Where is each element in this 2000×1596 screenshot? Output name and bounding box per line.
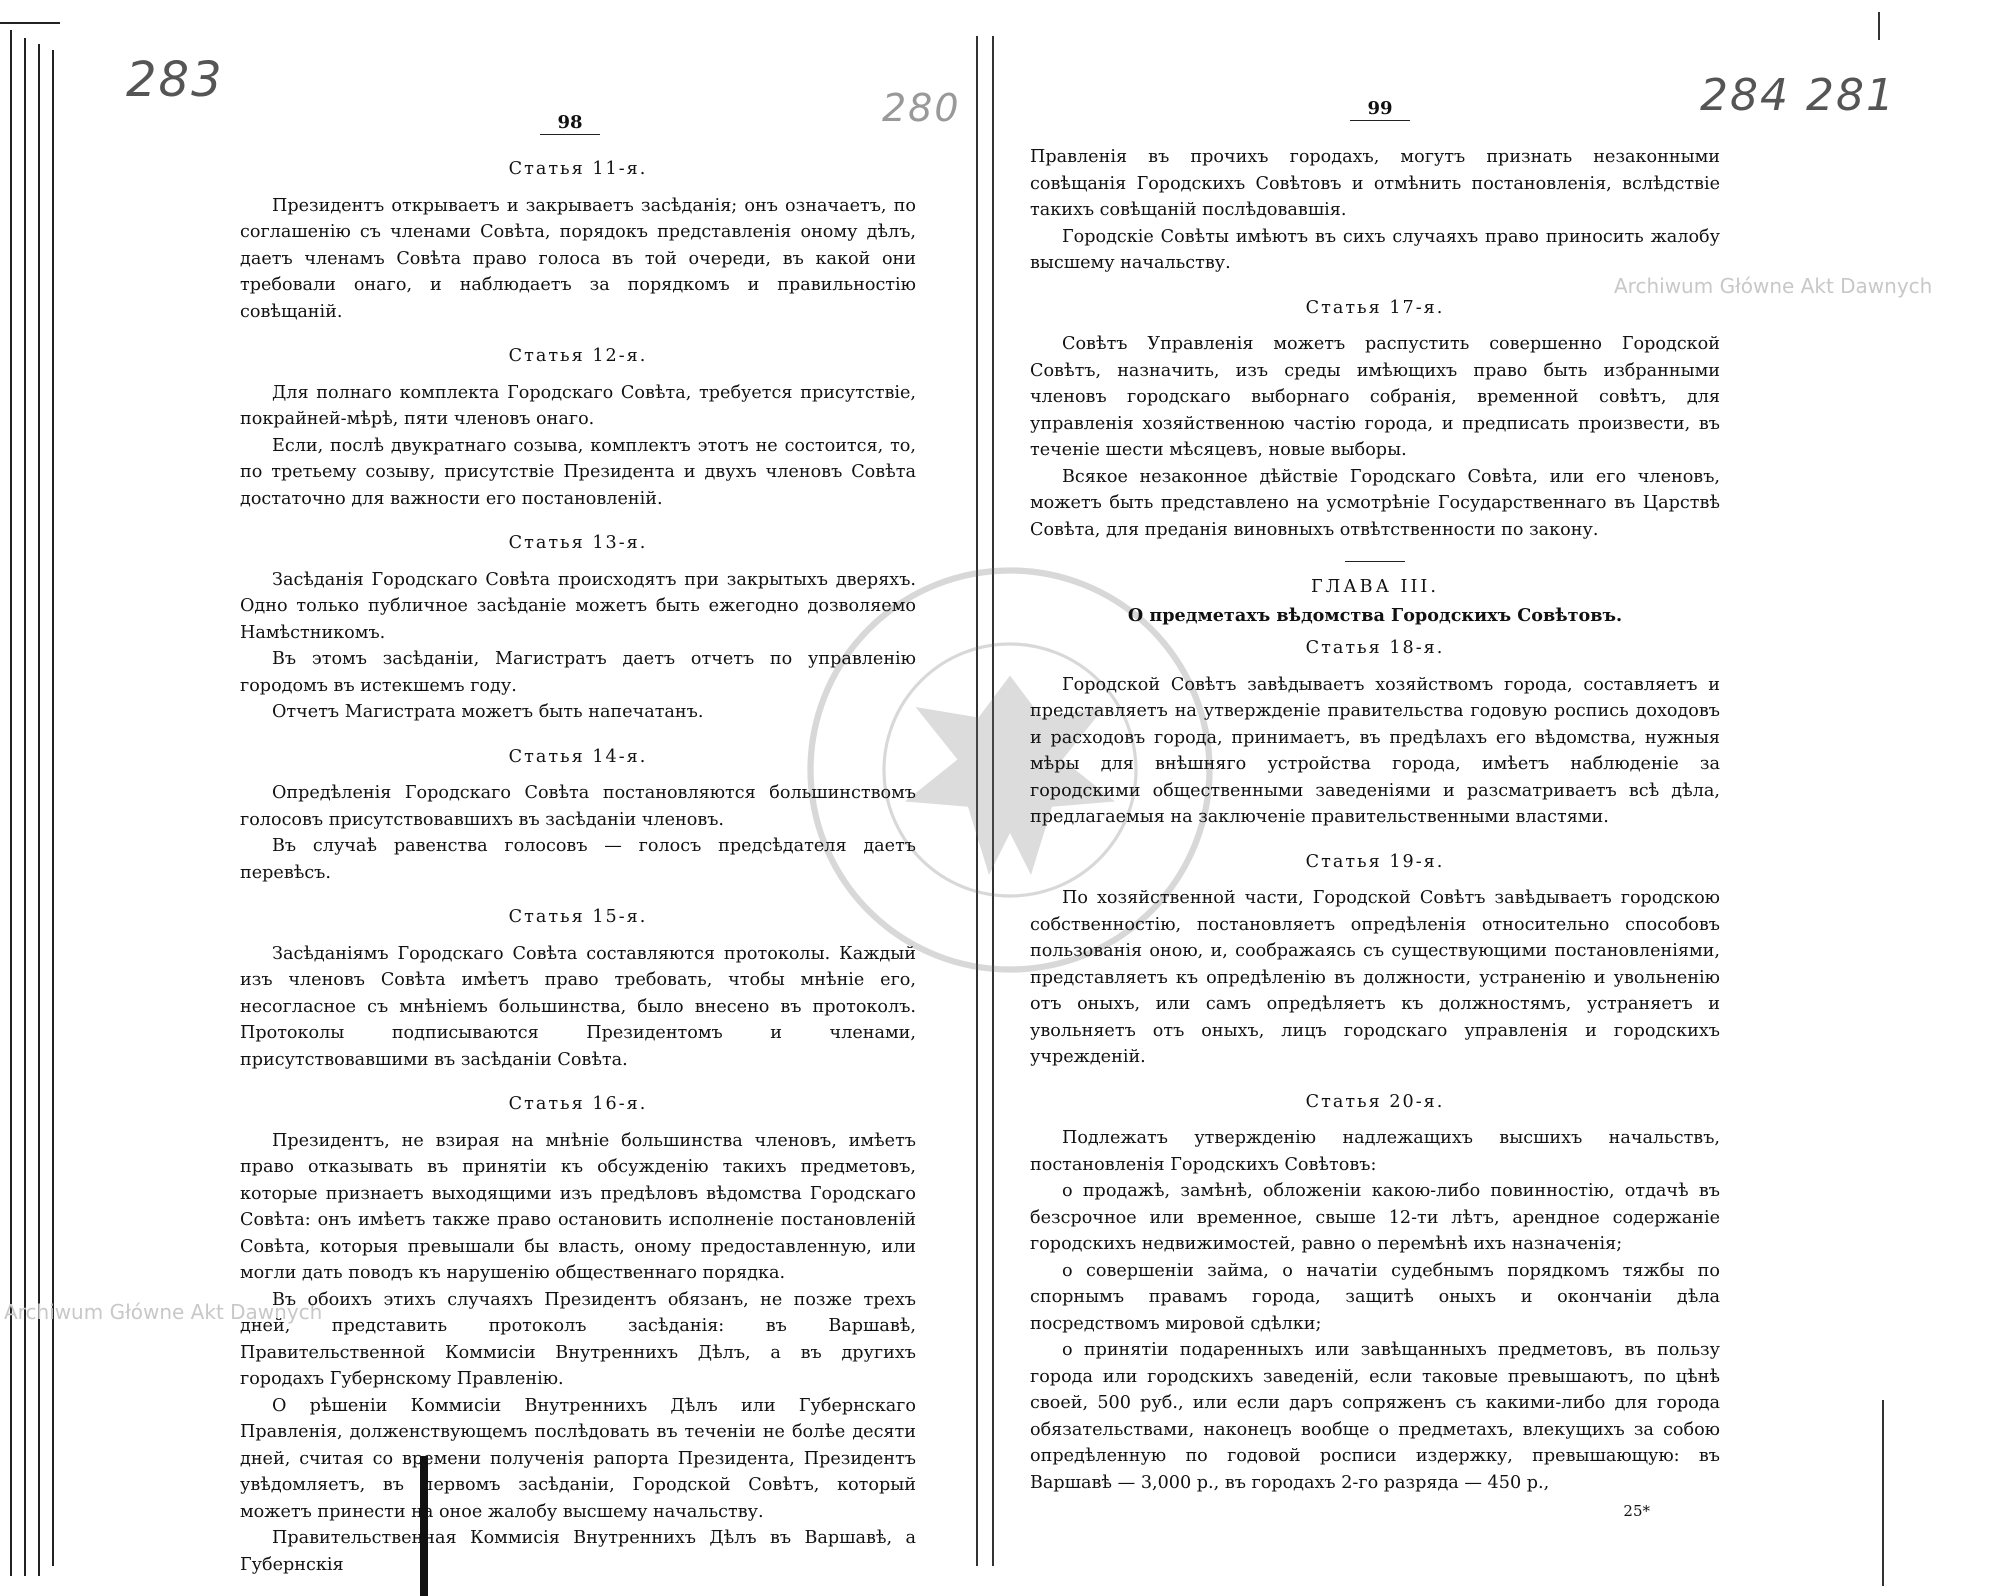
paragraph: Президентъ открываетъ и закрываетъ засѣданія; онъ означаетъ, по соглашенію съ членами Совѣта, порядокъ представленія оному дѣлъ, даетъ членамъ Совѣта право голоса въ той очереди, въ какой они требовали онаго, и наблюдаетъ за порядкомъ и правильностію совѣщаній. [240,195,916,322]
paragraph: Для полнаго комплекта Городскаго Совѣта, требуется присутствіе, покрайней-мѣрѣ, пяти членовъ онаго. [240,382,916,429]
paragraph: Всякое незаконное дѣйствіе Городскаго Совѣта, или его членовъ, можетъ быть представлено на усмотрѣніе Государственнаго въ Царствѣ Совѣта, для преданія виновныхъ отвѣтственности по закону. [1030,466,1720,540]
paragraph: Отчетъ Магистрата можетъ быть напечатанъ. [272,702,704,722]
article-heading: Статья 15-я. [508,907,648,927]
paragraph: Въ случаѣ равенства голосовъ — голосъ предсѣдателя даетъ перевѣсъ. [240,836,916,883]
article-13 [240,530,916,726]
page-number-left: 98 [557,112,583,133]
article-heading: Статья 19-я. [1305,851,1445,872]
article-heading: Статья 17-я. [1305,297,1445,318]
paragraph: Въ этомъ засѣданіи, Магистратъ даетъ отчетъ по управленію городомъ въ истекшемъ году. [240,649,916,696]
paragraph: Совѣтъ Управленія можетъ распустить совершенно Городской Совѣтъ, назначить, изъ среды имѣющихъ право быть избранными членовъ городскаго выборнаго собранія, временной совѣтъ, для управленія хозяйственною частію города, и предписать произвести, въ теченіе шести мѣсяцевъ, новые выборы. [1030,334,1720,460]
article-heading: Статья 13-я. [508,533,648,553]
paragraph: Городскіе Совѣты имѣютъ въ сихъ случаяхъ право приносить жалобу высшему начальству. [1030,226,1720,273]
page-number-rule [540,134,600,135]
page-number-rule [1350,120,1410,121]
article-heading: Статья 20-я. [1305,1091,1445,1112]
article-heading: Статья 16-я. [508,1094,648,1114]
handwritten-folio-right: 284 281 [1700,70,1896,121]
paragraph: Президентъ, не взирая на мнѣніе большинства членовъ, имѣетъ право отказывать въ принятіи къ обсужденію такихъ предметовъ, которые признаетъ выходящими изъ предѣловъ вѣдомства Городскаго Совѣта: онъ имѣетъ также право остановить исполненіе постановленій Совѣта, которыя превышали бы власть, оному предоставленную, или могли дать поводъ къ нарушенію общественнаго порядка. [240,1130,916,1283]
article-heading: Статья 12-я. [508,346,648,366]
chapter-label: ГЛАВА III. [1311,577,1439,597]
page-edge [10,30,12,1576]
paragraph: О рѣшеніи Коммисіи Внутреннихъ Дѣлъ или Губернскаго Правленія, долженствующемъ послѣдовать въ теченіи не болѣе десяти дней, считая со времени полученія рапорта Президента, Президентъ увѣдомляетъ, въ первомъ засѣданіи, Городской Совѣтъ, который можетъ принести на оное жалобу высшему начальству. [240,1395,916,1522]
article-18 [1030,635,1720,831]
article-12 [240,343,916,512]
article-15 [240,904,916,1073]
right-page-text [1030,144,1720,1525]
handwritten-folio-left: 283 [126,52,224,108]
article-16 [240,1091,916,1578]
paragraph: Засѣданія Городскаго Совѣта происходятъ при закрытыхъ дверяхъ. Одно только публичное засѣданіе можетъ быть ежегодно дозволяемо Намѣстникомъ. [240,569,916,643]
printer-signature: 25* [1623,1502,1650,1520]
paragraph: Городской Совѣтъ завѣдываетъ хозяйствомъ города, составляетъ и представляетъ на утвержденіе правительства годовую роспись доходовъ и расходовъ города, принимаетъ, въ предѣлахъ его вѣдомства, нужныя мѣры для внѣшняго устройства города, имѣетъ наблюденіе за городскими общественными заведеніями и разсматриваетъ всѣ дѣла, предлагаемыя на заключеніе правительственными властями. [1030,674,1720,827]
paragraph: Подлежатъ утвержденію надлежащихъ высшихъ начальствъ, постановленія Городскихъ Совѣтовъ: [1030,1128,1720,1175]
paragraph: Если, послѣ двукратнаго созыва, комплектъ этотъ не состоится, то, по третьему созыву, присутствіе Президента и двухъ членовъ Совѣта достаточно для важности его постановленій. [240,435,916,509]
article-heading: Статья 14-я. [508,746,648,767]
book-edge-top [0,22,60,24]
paragraph: Опредѣленія Городскаго Совѣта постановляются большинствомъ голосовъ присутствовавшихъ въ засѣданіи членовъ. [240,783,916,830]
paragraph: о продажѣ, замѣнѣ, обложеніи какою-либо повинностію, отдачѣ въ безсрочное или временное, свыше 12-ти лѣтъ, арендное содержаніе городскихъ недвижимостей, равно о перемѣнѣ ихъ назначенія; [1030,1181,1720,1254]
watermark-right: Archiwum Główne Akt Dawnych [1614,274,1933,298]
page-edge-right [1878,12,1880,40]
article-14 [240,744,916,887]
paragraph: По хозяйственной части, Городской Совѣтъ завѣдываетъ городскою собственностію, постановляетъ опредѣленія относительно способовъ пользованія оною, и, соображаясь съ существующими постановленіями, представляетъ къ опредѣленію въ должности, устраненію и увольненію отъ оныхъ, или самъ опредѣляетъ къ должностямъ, устраняетъ и увольняетъ отъ оныхъ, лицъ городскаго управленія и городскихъ учрежденій. [1030,888,1720,1067]
article-heading: Статья 11-я. [508,159,648,179]
section-divider [1345,561,1405,562]
article-11 [240,156,916,325]
left-page-text [240,146,916,1578]
paragraph: Въ обоихъ этихъ случаяхъ Президентъ обязанъ, не позже трехъ дней, представить протоколъ засѣданія: въ Варшавѣ, Правительственной Коммисіи Внутреннихъ Дѣлъ, а въ другихъ городахъ Губернскому Правленію. [240,1289,916,1389]
paragraph: Правительственная Коммисія Внутреннихъ Дѣлъ въ Варшавѣ, а Губернскія [240,1528,916,1575]
article-20 [1030,1089,1720,1497]
page-edge [24,38,26,1576]
page-edge [38,44,40,1576]
watermark-left: Archiwum Główne Akt Dawnych [4,1300,323,1324]
page-edge-right [1882,1400,1884,1586]
page-number-right: 99 [1367,98,1393,119]
paragraph: о принятіи подаренныхъ или завѣщанныхъ предметовъ, въ пользу города или городскихъ заведеній, если таковые превышаютъ, по цѣнѣ своей, 500 руб., или если даръ сопряженъ съ какими-либо для города обязательствами, наконецъ вообще о предметахъ, влекущихъ за собою опредѣленную по годовой росписи издержку, превышающую: въ Варшавѣ — 3,000 р., въ городахъ 2-го разряда — 450 р., [1030,1340,1720,1493]
page-edge [52,50,54,1566]
article-19 [1030,849,1720,1071]
paragraph: Правленія въ прочихъ городахъ, могутъ признать незаконными совѣщанія Городскихъ Совѣтовъ и отмѣнить постановленія, вслѣдствіе такихъ совѣщаній послѣдовавшія. [1030,147,1720,220]
article-heading: Статья 18-я. [1305,638,1445,658]
chapter-title: О предметахъ вѣдомства Городскихъ Совѣтовъ. [1127,604,1623,626]
paragraph: Засѣданіямъ Городскаго Совѣта составляются протоколы. Каждый изъ членовъ Совѣта имѣетъ право требовать, чтобы мнѣніе его, несогласное съ мнѣніемъ большинства, было внесено въ протоколъ. Протоколы подписываются Президентомъ и членами, присутствовавшими въ засѣданіи Совѣта. [240,943,916,1070]
article-17 [1030,295,1720,544]
paragraph: о совершеніи займа, о начатіи судебнымъ порядкомъ тяжбы по спорнымъ правамъ города, защитѣ оныхъ и окончаніи дѣла посредствомъ мировой сдѣлки; [1030,1260,1720,1334]
handwritten-folio-left-2: 280 [882,86,961,130]
